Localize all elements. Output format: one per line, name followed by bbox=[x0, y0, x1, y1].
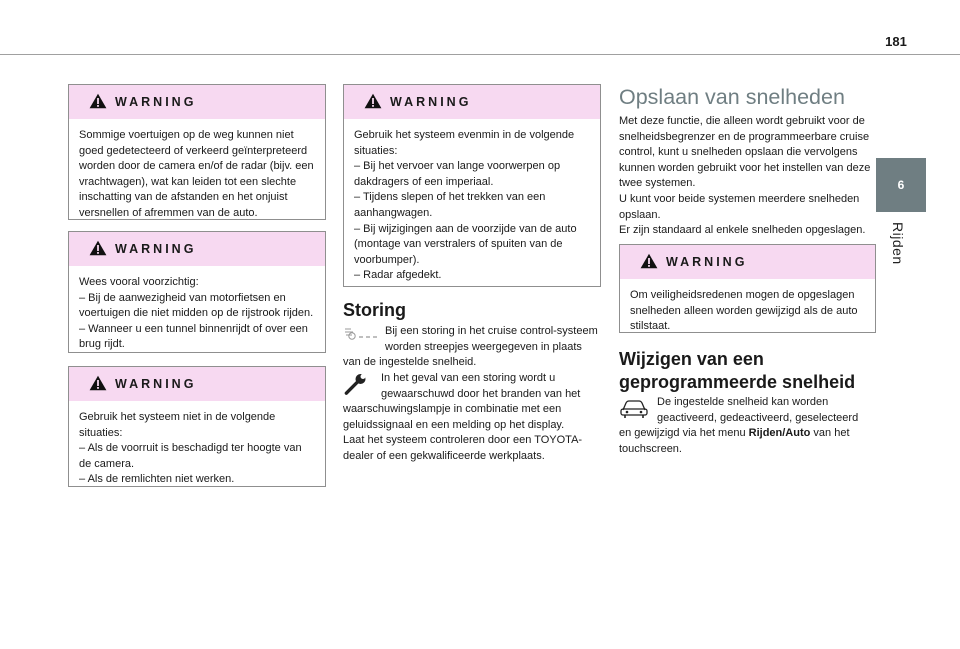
warning-box-1 bbox=[68, 84, 326, 220]
section-title-storing: Storing bbox=[343, 300, 406, 320]
text-line: opslaan. bbox=[619, 208, 661, 221]
storing-paragraph-1 bbox=[343, 324, 601, 371]
text-line: goed gedetecteerd of verkeerd geïnterpreteerd bbox=[79, 144, 308, 157]
warning-text bbox=[69, 266, 325, 361]
text-line: – Tijdens slepen of het trekken van een bbox=[354, 191, 546, 204]
text-line: gewaarschuwd door het branden van het bbox=[381, 387, 581, 400]
text-line: twee systemen. bbox=[619, 177, 696, 190]
car-icon bbox=[619, 397, 649, 419]
title-line: geprogrammeerde snelheid bbox=[619, 372, 856, 392]
text-line bbox=[619, 426, 876, 442]
warning-header bbox=[344, 85, 600, 119]
text-line: voertuigen die niet midden op de rijstrook rijden. bbox=[79, 307, 314, 320]
text-line: In het geval van een storing wordt u bbox=[381, 372, 556, 384]
text-line: Met deze functie, die alleen wordt gebruikt voor de bbox=[619, 115, 865, 127]
speed-dashes-icon bbox=[343, 324, 379, 344]
warning-text bbox=[620, 279, 875, 343]
chapter-tab bbox=[876, 158, 926, 212]
text-line: Er zijn standaard al enkele snelheden opgeslagen. bbox=[619, 224, 866, 237]
text-line: de camera. bbox=[79, 457, 135, 470]
chapter-label: Rijden bbox=[890, 222, 906, 265]
warning-title: WARNING bbox=[666, 255, 748, 269]
text-line: Sommige voertuigen op de weg kunnen niet bbox=[79, 129, 294, 141]
text-line: snelheden alleen worden gewijzigd als de auto bbox=[630, 304, 858, 317]
text-line: vrachtwagen), wat kan leiden tot een slechte bbox=[79, 175, 297, 188]
text-line: Bij een storing in het cruise control-systeem bbox=[385, 325, 598, 337]
opslaan-paragraph bbox=[619, 114, 876, 239]
text-line: situaties: bbox=[79, 426, 123, 439]
text-line: geactiveerd, gedeactiveerd, geselecteerd bbox=[657, 411, 859, 424]
warning-header bbox=[69, 232, 325, 266]
text-line: van de ingestelde snelheid. bbox=[343, 356, 477, 369]
warning-title: WARNING bbox=[390, 95, 472, 109]
text-line: – Als de remlichten niet werken. bbox=[79, 473, 235, 486]
warning-box-2 bbox=[68, 231, 326, 353]
text-line: worden door de camera en/of de radar (bijv. een bbox=[79, 160, 314, 173]
warning-text bbox=[69, 401, 325, 496]
warning-box-5 bbox=[619, 244, 876, 333]
text-line: – Radar afgedekt. bbox=[354, 269, 442, 282]
title-line: Wijzigen van een bbox=[619, 349, 764, 369]
text-line: inschatting van de afstanden en het onjuist bbox=[79, 191, 288, 204]
text-line: touchscreen. bbox=[619, 442, 682, 455]
text-line: Om veiligheidsredenen mogen de opgeslagen bbox=[630, 289, 855, 301]
text-line: control, kunt u snelheden opslaan die vervolgens bbox=[619, 146, 858, 159]
text-line: voorbumper). bbox=[354, 253, 420, 266]
warning-triangle-icon bbox=[364, 93, 382, 109]
text-fragment: van het bbox=[810, 427, 850, 440]
text-line: Gebruik het systeem evenmin in de volgende bbox=[354, 129, 575, 141]
text-line: (montage van verstralers of spuiten van de bbox=[354, 238, 563, 251]
chapter-number: 6 bbox=[897, 178, 905, 192]
warning-triangle-icon bbox=[640, 253, 658, 269]
text-line: situaties: bbox=[354, 144, 398, 157]
menu-path: Rijden/Auto bbox=[748, 427, 811, 440]
warning-triangle-icon bbox=[89, 240, 107, 256]
top-rule bbox=[0, 54, 960, 55]
text-line: waarschuwingslampje in combinatie met een bbox=[343, 403, 562, 416]
text-line: Wees vooral voorzichtig: bbox=[79, 276, 199, 288]
warning-header bbox=[69, 85, 325, 119]
text-line: aanhangwagen. bbox=[354, 206, 433, 219]
warning-box-4 bbox=[343, 84, 601, 287]
warning-triangle-icon bbox=[89, 375, 107, 391]
text-line: – Wanneer u een tunnel binnenrijdt of over een bbox=[79, 322, 308, 335]
text-line: – Bij wijzigingen aan de voorzijde van de auto bbox=[354, 222, 577, 235]
warning-box-3 bbox=[68, 366, 326, 487]
text-line: stilstaat. bbox=[630, 320, 671, 333]
warning-header bbox=[620, 245, 875, 279]
text-line: snelheidsbegrenzer en de programmeerbare cruise bbox=[619, 130, 870, 143]
warning-title: WARNING bbox=[115, 377, 197, 391]
warning-title: WARNING bbox=[115, 242, 197, 256]
text-line: – Bij het vervoer van lange voorwerpen op bbox=[354, 160, 561, 173]
text-line: worden streepjes weergegeven in plaats bbox=[385, 340, 582, 353]
text-line: – Als de voorruit is beschadigd ter hoogte van bbox=[79, 442, 302, 455]
warning-title: WARNING bbox=[115, 95, 197, 109]
text-line: dakdragers of een imperiaal. bbox=[354, 175, 494, 188]
warning-text bbox=[344, 119, 600, 292]
text-line: geluidssignaal en een melding op het display. bbox=[343, 418, 565, 431]
wijzigen-paragraph bbox=[619, 395, 876, 457]
warning-text bbox=[69, 119, 325, 230]
text-fragment: en gewijzigd via het menu bbox=[619, 427, 749, 440]
section-title-wijzigen bbox=[619, 348, 855, 394]
warning-triangle-icon bbox=[89, 93, 107, 109]
text-line: versnellen of afremmen van de auto. bbox=[79, 206, 258, 219]
text-line: Laat het systeem controleren door een TOYOTA- bbox=[343, 434, 583, 447]
storing-paragraph-2 bbox=[343, 371, 601, 465]
text-line: De ingestelde snelheid kan worden bbox=[657, 396, 829, 408]
text-line: U kunt voor beide systemen meerdere snelheden bbox=[619, 192, 860, 205]
text-line: dealer of een gekwalificeerde werkplaats. bbox=[343, 449, 545, 462]
page-number: 181 bbox=[885, 34, 907, 49]
text-line: – Bij de aanwezigheid van motorfietsen en bbox=[79, 291, 286, 304]
text-line: brug rijdt. bbox=[79, 338, 125, 351]
warning-header bbox=[69, 367, 325, 401]
text-line: Gebruik het systeem niet in de volgende bbox=[79, 411, 276, 423]
chapter-label-wrap bbox=[890, 222, 912, 282]
section-title-opslaan: Opslaan van snelheden bbox=[619, 85, 845, 109]
text-line: kunnen worden gebruikt voor het instellen van deze bbox=[619, 161, 871, 174]
wrench-icon bbox=[343, 371, 373, 397]
